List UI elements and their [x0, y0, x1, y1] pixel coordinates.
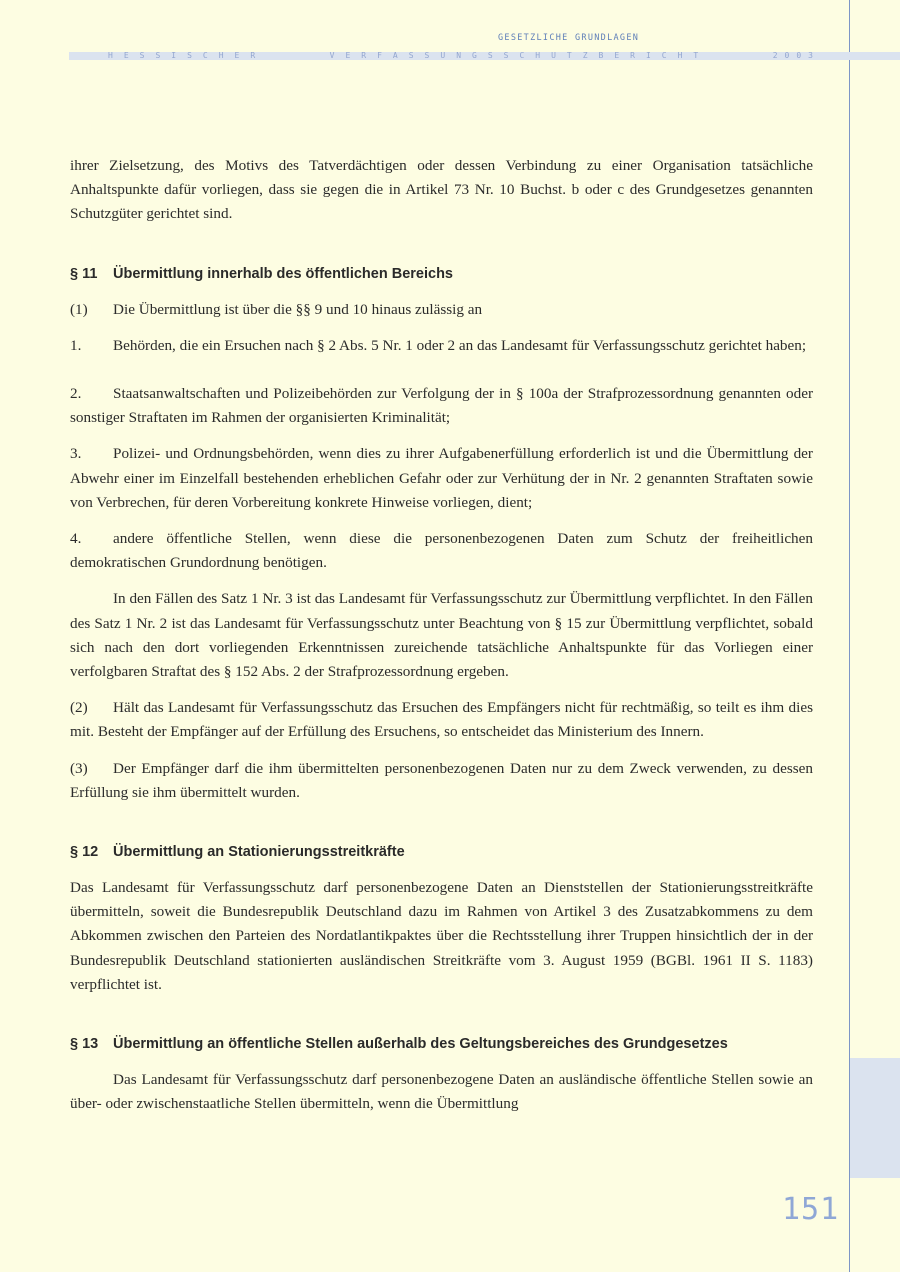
running-title-year: 2003 [772, 51, 820, 60]
section-11-number: § 11 [70, 265, 98, 282]
section-13-number: § 13 [70, 1036, 99, 1053]
s11-p2-text: Hält das Landesamt für Verfassungsschutz das Ersuchen des Empfängers nicht für rechtmäßig, so teilt es ihm dies mit. Besteht der Empfänger auf der Erfüllung des Ersuchens, so entscheidet das Ministerium des Innern. [70, 699, 813, 741]
section-12-title: Übermittlung an Stationierungsstreitkräfte [113, 844, 405, 861]
side-tab-block [850, 1058, 900, 1178]
s11-item-1 [70, 334, 813, 358]
s11-p2-number: (2) [70, 699, 88, 717]
s12-body: Das Landesamt für Verfassungsschutz darf personenbezogene Daten an Dienststellen der Stationierungsstreitkräfte übermitteln, soweit die Bundesrepublik Deutschland dazu im Rahmen von Artikel 3 des Zusatzabkommens zu dem Abkommen zwischen den Parteien des Nordatlantikpaktes über die Rechtsstellung ihrer Truppen hinsichtlich der in der Bundesrepublik Deutschland stationierten ausländischen Streitkräfte vom 3. August 1959 (BGBl. 1961 II S. 1183) verpflichtet ist. [70, 879, 813, 993]
s11-i2-text: Staatsanwaltschaften und Polizeibehörden zur Verfolgung der in § 100a der Strafprozessordnung genannten oder sonstiger Straftaten im Rahmen der organisierten Kriminalität; [70, 385, 813, 427]
s11-i1-number: 1. [70, 336, 82, 354]
s11-item-2 [70, 382, 813, 430]
s11-paragraph-3 [70, 757, 813, 805]
s11-i3-number: 3. [70, 445, 82, 463]
s11-p1-text: Die Übermittlung ist über die §§ 9 und 10 hinaus zulässig an [113, 300, 483, 318]
page-number: 151 [782, 1192, 840, 1227]
s11-item-3 [70, 442, 813, 515]
section-13-heading [70, 1032, 813, 1056]
section-11-title: Übermittlung innerhalb des öffentlichen Bereichs [113, 265, 453, 282]
s11-i4-number: 4. [70, 530, 82, 548]
s11-i3-text: Polizei- und Ordnungsbehörden, wenn dies zu ihrer Aufgabenerfüllung erforderlich ist und die Übermittlung der Abwehr einer im Einzelfall bestehenden erheblichen Gefahr oder zur Verhütung der in Nr. 2 genannten Straftaten sowie von Verbrechen, für deren Vorbereitung konkrete Hinweise vorliegen, dient; [70, 445, 813, 511]
s11-i1-text: Behörden, die ein Ersuchen nach § 2 Abs. 5 Nr. 1 oder 2 an das Landesamt für Verfassungsschutz gerichtet haben; [113, 336, 807, 354]
s11-obligation-paragraph: In den Fällen des Satz 1 Nr. 3 ist das Landesamt für Verfassungsschutz zur Übermittlung verpflichtet. In den Fällen des Satz 1 Nr. 2 ist das Landesamt für Verfassungsschutz unter Beachtung von § 15 zur Übermittlung verpflichtet, sobald sich nach den dort vorliegenden Erkenntnissen zureichende tatsächliche Anhaltspunkte für das Vorliegen einer verfolgbaren Straftat des § 152 Abs. 2 der Strafprozessordnung ergeben. [70, 590, 813, 681]
s11-paragraph-2 [70, 696, 813, 744]
section-13-title: Übermittlung an öffentliche Stellen außerhalb des Geltungsbereiches des Grundgesetzes [113, 1036, 728, 1053]
s11-item-4 [70, 527, 813, 575]
s11-p3-text: Der Empfänger darf die ihm übermittelten personenbezogenen Daten nur zu dem Zweck verwenden, zu dessen Erfüllung sie ihm übermittelt wurden. [70, 759, 813, 801]
s11-paragraph-1 [70, 298, 813, 322]
section-label: GESETZLICHE GRUNDLAGEN [498, 33, 640, 43]
s11-p1-number: (1) [70, 300, 88, 318]
section-11-heading [70, 262, 813, 286]
running-title [108, 51, 820, 61]
s11-i2-number: 2. [70, 385, 82, 403]
running-title-word-1: HESSISCHER [108, 51, 267, 60]
s13-body: Das Landesamt für Verfassungsschutz darf personenbezogene Daten an ausländische öffentliche Stellen sowie an über- oder zwischenstaatliche Stellen übermitteln, wenn die Übermittlung [70, 1071, 813, 1113]
section-12-number: § 12 [70, 844, 99, 861]
s11-i4-text: andere öffentliche Stellen, wenn diese die personenbezogenen Daten zum Schutz der freiheitlichen demokratischen Grundordnung benötigen. [70, 530, 813, 572]
s11-p3-number: (3) [70, 759, 88, 777]
document-body [70, 154, 813, 1128]
running-title-word-2: VERFASSUNGSSCHUTZBERICHT [329, 51, 710, 60]
intro-paragraph: ihrer Zielsetzung, des Motivs des Tatverdächtigen oder dessen Verbindung zu einer Organisation tatsächliche Anhaltspunkte dafür vorliegen, dass sie gegen die in Artikel 73 Nr. 10 Buchst. b oder c des Grundgesetzes genannten Schutzgüter gerichtet sind. [70, 157, 813, 223]
section-12-heading [70, 840, 813, 864]
